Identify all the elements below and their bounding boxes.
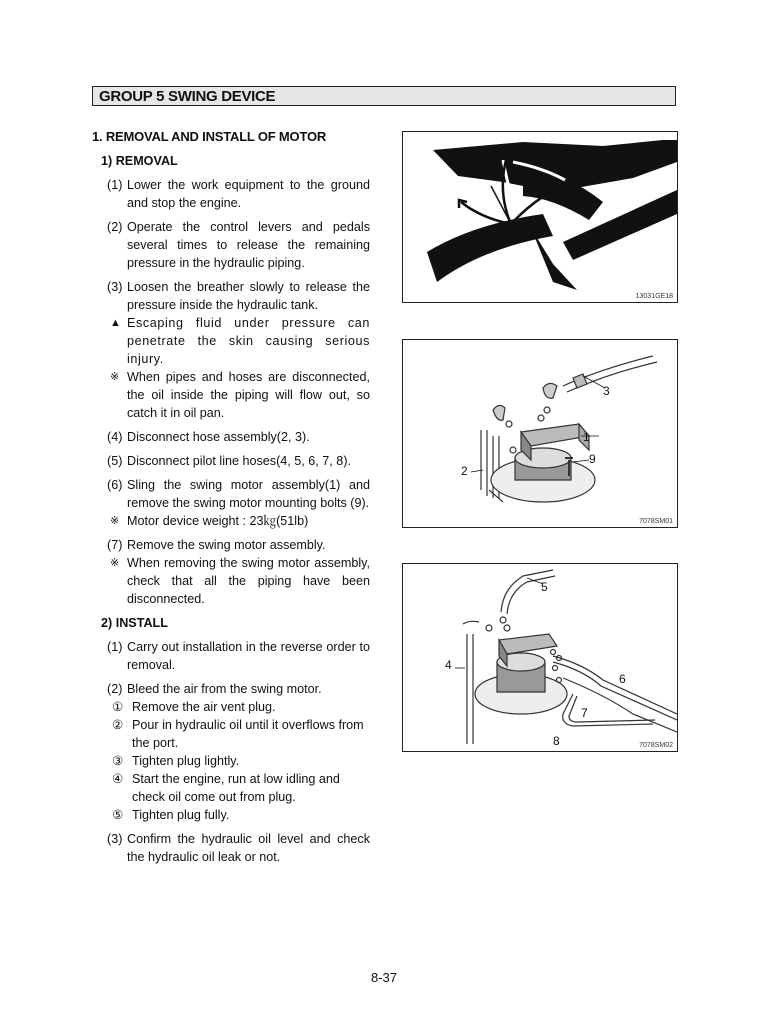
swing-motor-illustration <box>403 340 677 527</box>
removal-step-2: (2) Operate the control levers and pedals several times to release the remaining pressure in the hydraulic piping. <box>107 220 370 270</box>
install-substep-5: ⑤ Tighten plug fully. <box>112 808 230 822</box>
figure-control-levers <box>402 131 678 303</box>
note-piping: ※ When removing the swing motor assembly, check that all the piping have been disconnected. <box>110 556 370 606</box>
control-lever-illustration <box>403 132 677 302</box>
callout-1: 1 <box>583 430 590 444</box>
install-step-3: (3) Confirm the hydraulic oil level and check the hydraulic oil leak or not. <box>107 832 370 864</box>
install-step-1: (1) Carry out installation in the reverse order to removal. <box>107 640 370 672</box>
removal-step-6: (6) Sling the swing motor assembly(1) and remove the swing motor mounting bolts (9). <box>107 478 370 510</box>
page-number: 8-37 <box>370 970 398 985</box>
figure-swing-motor-removal <box>402 339 678 528</box>
section-title: 1. REMOVAL AND INSTALL OF MOTOR <box>92 129 327 144</box>
note-icon: ※ <box>110 557 120 569</box>
figure-code: 7078SM01 <box>639 518 673 525</box>
install-substep-4: ④ Start the engine, run at low idling and check oil come out from plug. <box>112 772 340 804</box>
callout-5: 5 <box>541 580 548 594</box>
text-column <box>92 128 370 872</box>
removal-step-1: (1) Lower the work equipment to the ground and stop the engine. <box>107 178 370 210</box>
removal-step-7: (7) Remove the swing motor assembly. <box>107 538 326 552</box>
install-substep-3: ③ Tighten plug lightly. <box>112 754 240 768</box>
removal-step-3: (3) Loosen the breather slowly to release the pressure inside the hydraulic tank. <box>107 280 370 312</box>
install-step-2: (2) Bleed the air from the swing motor. <box>107 682 322 696</box>
removal-step-4: (4) Disconnect hose assembly(2, 3). <box>107 430 310 444</box>
note-pipes: ※ When pipes and hoses are disconnected, the oil inside the piping will flow out, so catch it in oil pan. <box>110 370 370 420</box>
figure-code: 7078SM02 <box>639 742 673 749</box>
figure-pilot-hoses <box>402 563 678 752</box>
install-substep-1: ① Remove the air vent plug. <box>112 700 276 714</box>
callout-3: 3 <box>603 384 610 398</box>
callout-2: 2 <box>461 464 468 478</box>
callout-9: 9 <box>589 452 596 466</box>
note-icon: ※ <box>110 371 120 383</box>
group-title: GROUP 5 SWING DEVICE <box>92 86 676 106</box>
callout-4: 4 <box>445 658 452 672</box>
removal-step-5: (5) Disconnect pilot line hoses(4, 5, 6, 7, 8). <box>107 454 352 468</box>
callout-6: 6 <box>619 672 626 686</box>
warning-icon: ▲ <box>110 317 122 329</box>
callout-8: 8 <box>553 734 560 748</box>
install-substep-2: ② Pour in hydraulic oil until it overflows from the port. <box>112 718 364 750</box>
warning-note: ▲ Escaping fluid under pressure can penetrate the skin causing serious injury. <box>110 316 370 366</box>
removal-heading: 1) REMOVAL <box>101 154 178 168</box>
install-heading: 2) INSTALL <box>101 616 168 630</box>
note-icon: ※ <box>110 515 120 527</box>
callout-7: 7 <box>581 706 588 720</box>
note-weight: ※ Motor device weight : 23㎏(51lb) <box>110 514 309 528</box>
figure-code: 13031GE18 <box>635 293 673 300</box>
